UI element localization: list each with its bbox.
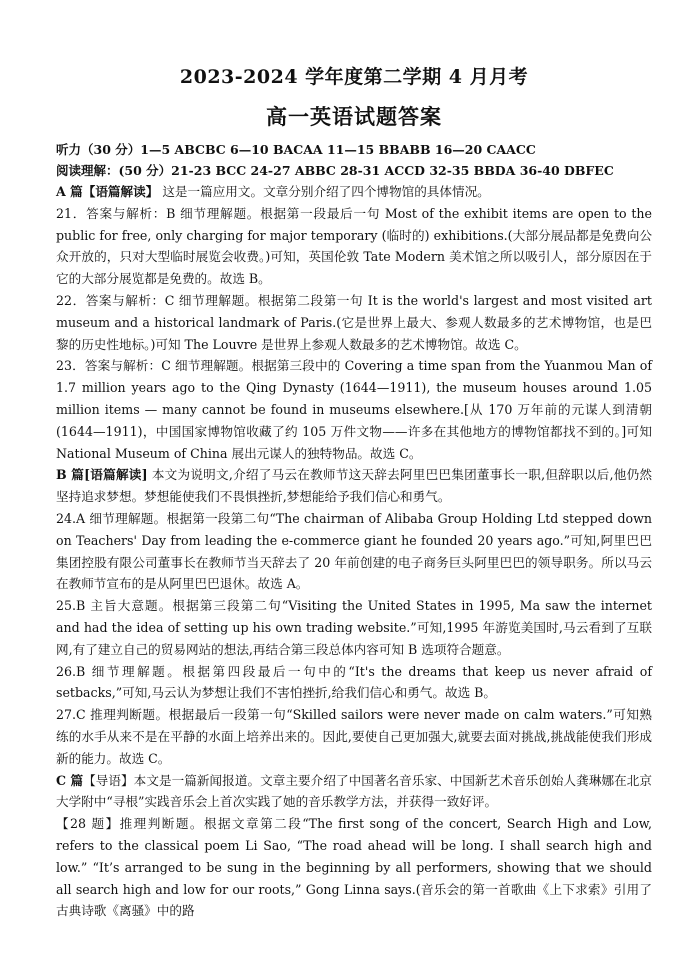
answer-22: 22．答案与解析：C 细节理解题。根据第二段第一句 It is the world's largest and most visited art museum and a historical landmark of Paris.(它是世界上最大、参观人数最多的艺术博物馆，也是巴黎的历史性地标。)可知 The Louvre 是世界上参观人数最多的艺术博物馆。故选 C。 (56, 292, 652, 352)
section-c-text: 【导语】本文是一篇新闻报道。文章主要介绍了中国著名音乐家、中国新艺术音乐创始人龚琳娜在北京大学附中“寻根”实践音乐会上首次实践了她的音乐教学方法，并获得一致好评。 (56, 772, 652, 810)
answer-28: 【28 题】推理判断题。根据文章第二段“The first song of the concert, Search High and Low, refers to the classical poem Li Sao, “The road ahead will be long. I shall search high and low.” “It’s arranged to be sung in the beginning by all performers, showing that we should all search high and low for our roots,” Gong Linna says.(音乐会的第一首歌曲《上下求索》引用了古典诗歌《离骚》中的路 (56, 816, 652, 919)
section-b-head: B 篇[语篇解读] (56, 467, 148, 483)
answer-26: 26.B 细节理解题。根据第四段最后一句中的“It's the dreams that keep us never afraid of setbacks,”可知,马云认为梦想让我们不害怕挫折,给我们信心和勇气。故选 B。 (56, 663, 652, 701)
section-a-head: A 篇【语篇解读】 (56, 184, 159, 199)
section-c-intro (56, 770, 652, 814)
section-a-text: 这是一篇应用文。文章分别介绍了四个博物馆的具体情况。 (158, 184, 490, 199)
exam-title: 2023-2024 学年度第二学期 4 月月考 (179, 66, 529, 88)
answer-21: 21．答案与解析：B 细节理解题。根据第一段最后一句 Most of the exhibit items are open to the public for free, only charging for major temporary (临时的) exhibitions.(大部分展品都是免费向公众开放的，只对大型临时展览会收费。)可知，英国伦敦 Tate Modern 美术馆之所以吸引人，部分原因在于它的大部分展览都是免费的。故选 B。 (56, 205, 652, 287)
listening-answers: 听力（30 分）1—5 ABCBC 6—10 BACAA 11—15 BBABB 16—20 CAACC (56, 142, 536, 157)
section-a-intro (56, 181, 652, 203)
answer-24: 24.A 细节理解题。根据第一段第二句“The chairman of Alibaba Group Holding Ltd stepped down on Teachers' Day from leading the e-commerce giant he founded 20 years ago.”可知,阿里巴巴集团控股有限公司董事长在教师节当天辞去了 20 年前创建的电子商务巨头阿里巴巴的领导职务。所以马云在教师节宣布的是从阿里巴巴退休。故选 A。 (56, 510, 652, 592)
section-c-head: C 篇 (56, 772, 84, 788)
section-b-intro (56, 464, 652, 508)
answer-key-title: 高一英语试题答案 (266, 104, 442, 129)
answer-25: 25.B 主旨大意题。根据第三段第二句“Visiting the United States in 1995, Ma saw the internet and had the idea of setting up his own trading website.”可知,1995 年游览美国时,马云看到了互联网,有了建立自己的贸易网站的想法,再结合第三段总体内容可知 B 选项符合题意。 (56, 598, 652, 657)
reading-answers: 阅读理解：(50 分）21-23 BCC 24-27 ABBC 28-31 ACCD 32-35 BBDA 36-40 DBFEC (56, 163, 614, 178)
answer-27: 27.C 推理判断题。根据最后一段第一句“Skilled sailors were never made on calm waters.”可知熟练的水手从来不是在平静的水面上培养出来的。因此,要使自己更加强大,就要去面对挑战,挑战能使我们形成新的能力。故选 C。 (56, 707, 652, 766)
answer-23: 23．答案与解析：C 细节理解题。根据第三段中的 Covering a time span from the Yuanmou Man of 1.7 million years ago to the Qing Dynasty (1644—1911), the museum houses around 1.05 million items — many cannot be found in museums elsewhere.[从 170 万年前的元谋人到清朝(1644—1911)，中国国家博物馆收藏了约 105 万件文物——许多在其他地方的博物馆都找不到的。]可知 National Museum of China 展出元谋人的独特物品。故选 C。 (56, 358, 652, 461)
section-b-text: 本文为说明文,介绍了马云在教师节这天辞去阿里巴巴集团董事长一职,但辞职以后,他仍然坚持追求梦想。梦想能使我们不畏惧挫折,梦想能给予我们信心和勇气。 (56, 467, 652, 505)
